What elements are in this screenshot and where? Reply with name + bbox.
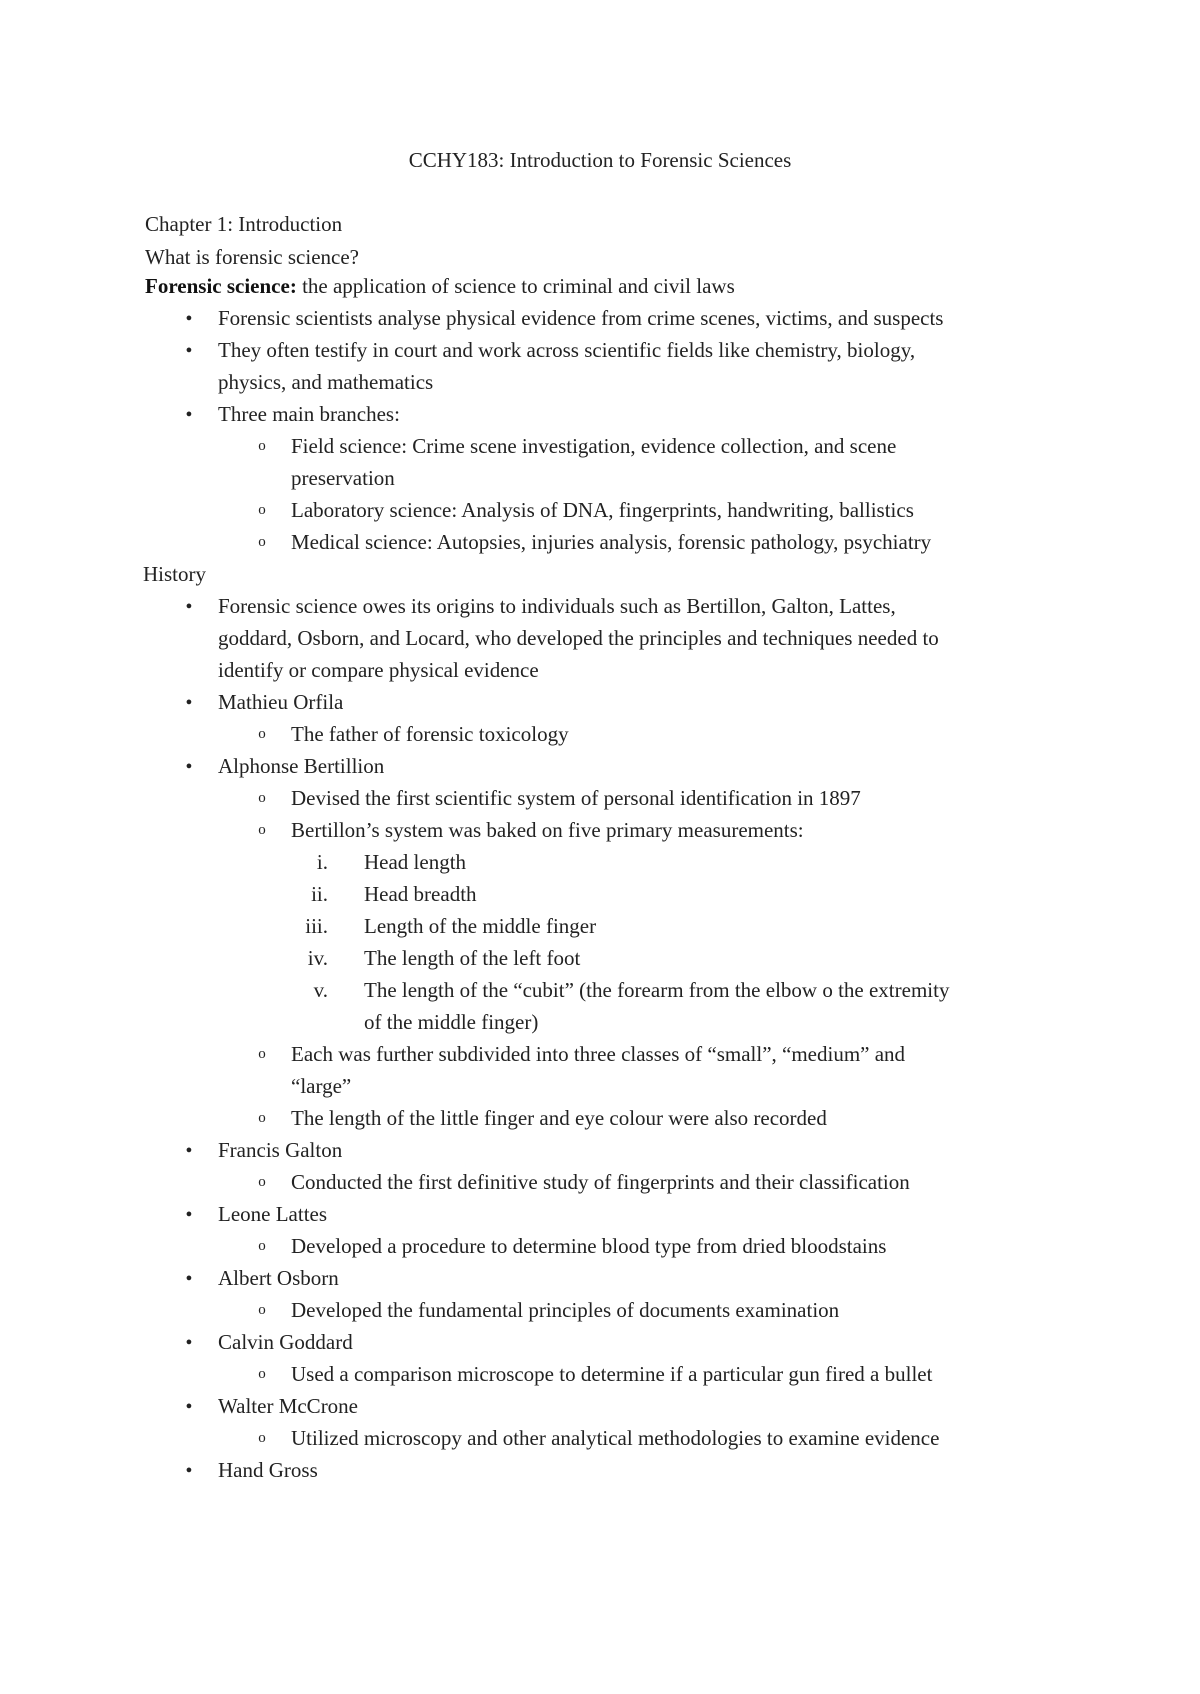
bullet-marker: ● <box>185 1272 193 1284</box>
question-line: What is forensic science? <box>145 245 359 269</box>
sub-list-item: Bertillon’s system was baked on five primary measurements: <box>291 818 804 842</box>
list-item: Hand Gross <box>218 1458 318 1482</box>
sub-list-item: Devised the first scientific system of personal identification in 1897 <box>291 786 861 810</box>
bullet-marker: ● <box>185 1208 193 1220</box>
chapter-heading: Chapter 1: Introduction <box>145 212 343 236</box>
circle-marker: o <box>258 726 266 742</box>
circle-marker: o <box>258 502 266 518</box>
definition-text: the application of science to criminal and civil laws <box>296 274 735 298</box>
roman-numeral: i. <box>316 850 328 874</box>
circle-marker: o <box>258 1430 266 1446</box>
circle-marker: o <box>258 1238 266 1254</box>
list-item: They often testify in court and work across scientific fields like chemistry, biology, <box>218 338 916 362</box>
sub-list-item: The father of forensic toxicology <box>291 722 569 746</box>
circle-marker: o <box>258 534 266 550</box>
definition-term: Forensic science: <box>145 274 297 298</box>
sub-list-item: The length of the little finger and eye colour were also recorded <box>291 1106 827 1130</box>
sub-list-item: Developed the fundamental principles of documents examination <box>291 1298 840 1322</box>
circle-marker: o <box>258 438 266 454</box>
sub-list-item-continuation: “large” <box>291 1074 352 1098</box>
bullet-marker: ● <box>185 1464 193 1476</box>
circle-marker: o <box>258 822 266 838</box>
sub-list-item: Field science: Crime scene investigation, evidence collection, and scene <box>291 434 897 458</box>
bullet-marker: ● <box>185 408 193 420</box>
sub-list-item: Each was further subdivided into three classes of “small”, “medium” and <box>291 1042 906 1066</box>
circle-marker: o <box>258 1302 266 1318</box>
sub-list-item: Laboratory science: Analysis of DNA, fingerprints, handwriting, ballistics <box>291 498 914 522</box>
list-item: Calvin Goddard <box>218 1330 353 1354</box>
definition-line <box>145 270 735 302</box>
numbered-item-continuation: of the middle finger) <box>364 1010 539 1034</box>
list-item: Three main branches: <box>218 402 400 426</box>
sub-list-item: Medical science: Autopsies, injuries analysis, forensic pathology, psychiatry <box>291 530 932 554</box>
numbered-item: Length of the middle finger <box>364 914 597 938</box>
circle-marker: o <box>258 1046 266 1062</box>
bullet-marker: ● <box>185 696 193 708</box>
circle-marker: o <box>258 790 266 806</box>
list-item-continuation: goddard, Osborn, and Locard, who developed the principles and techniques needed to <box>218 626 939 650</box>
bullet-marker: ● <box>185 1144 193 1156</box>
numbered-item: Head length <box>364 850 467 874</box>
bullet-marker: ● <box>185 312 193 324</box>
list-item: Leone Lattes <box>218 1202 328 1226</box>
list-item: Forensic scientists analyse physical evidence from crime scenes, victims, and suspects <box>218 306 944 330</box>
bullet-marker: ● <box>185 600 193 612</box>
sub-list-item: Utilized microscopy and other analytical methodologies to examine evidence <box>291 1426 940 1450</box>
sub-list-item: Conducted the first definitive study of fingerprints and their classification <box>291 1170 910 1194</box>
roman-numeral: ii. <box>311 882 328 906</box>
list-item: Albert Osborn <box>218 1266 339 1290</box>
sub-list-item-continuation: preservation <box>291 466 395 490</box>
roman-numeral: iv. <box>307 946 328 970</box>
list-item-continuation: physics, and mathematics <box>218 370 434 394</box>
roman-numeral: iii. <box>305 914 328 938</box>
sub-list-item: Used a comparison microscope to determine if a particular gun fired a bullet <box>291 1362 933 1386</box>
history-heading: History <box>143 562 206 586</box>
numbered-item: The length of the left foot <box>364 946 581 970</box>
bullet-marker: ● <box>185 344 193 356</box>
numbered-item: Head breadth <box>364 882 477 906</box>
bullet-marker: ● <box>185 1400 193 1412</box>
list-item: Alphonse Bertillion <box>218 754 385 778</box>
numbered-item: The length of the “cubit” (the forearm from the elbow o the extremity <box>364 978 950 1002</box>
list-item: Forensic science owes its origins to individuals such as Bertillon, Galton, Lattes, <box>218 594 896 618</box>
list-item: Mathieu Orfila <box>218 690 344 714</box>
list-item-continuation: identify or compare physical evidence <box>218 658 539 682</box>
list-item: Walter McCrone <box>218 1394 359 1418</box>
circle-marker: o <box>258 1366 266 1382</box>
bullet-marker: ● <box>185 760 193 772</box>
document-title: CCHY183: Introduction to Forensic Sciences <box>408 148 792 172</box>
roman-numeral: v. <box>313 978 328 1002</box>
circle-marker: o <box>258 1174 266 1190</box>
circle-marker: o <box>258 1110 266 1126</box>
sub-list-item: Developed a procedure to determine blood type from dried bloodstains <box>291 1234 887 1258</box>
list-item: Francis Galton <box>218 1138 343 1162</box>
bullet-marker: ● <box>185 1336 193 1348</box>
